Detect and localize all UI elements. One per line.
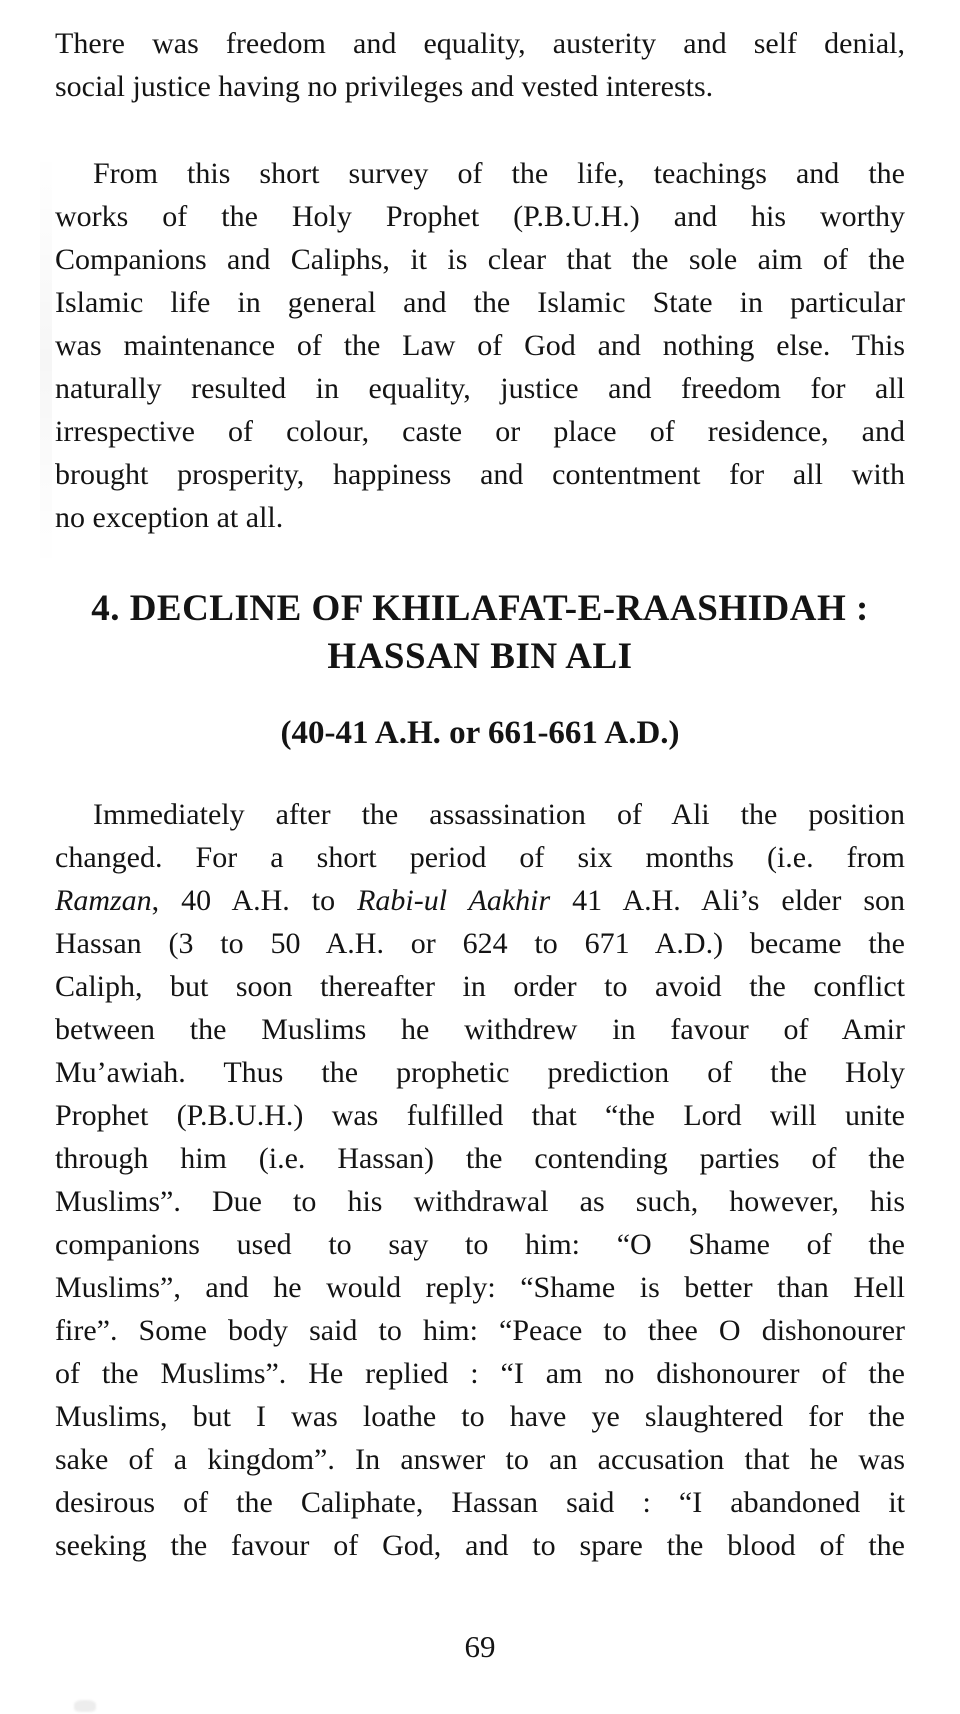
text-line: From this short survey of the life, teachings and the [93, 157, 905, 190]
text-line: Islamic life in general and the Islamic State in particular [55, 286, 905, 319]
page-number: 69 [464, 1629, 496, 1664]
text-line: no exception at all. [55, 501, 284, 534]
text-line: works of the Holy Prophet (P.B.U.H.) and his worthy [55, 200, 905, 233]
text-line: seeking the favour of God, and to spare the blood of the [55, 1529, 905, 1562]
text-line: sake of a kingdom”. In answer to an accusation that he was [55, 1443, 905, 1476]
paragraph-survey [55, 152, 905, 539]
text-line: social justice having no privileges and vested interests. [55, 70, 714, 103]
text-line: desirous of the Caliphate, Hassan said : “I abandoned it [55, 1486, 905, 1519]
text-line: Mu’awiah. Thus the prophetic prediction of the Holy [55, 1056, 905, 1089]
text-line: of the Muslims”. He replied : “I am no dishonourer of the [55, 1357, 905, 1390]
text-line: Caliph, but soon thereafter in order to avoid the conflict [55, 970, 905, 1003]
text-line: Ramzan, 40 A.H. to Rabi-ul Aakhir 41 A.H. Ali’s elder son [55, 884, 906, 917]
text-line: was maintenance of the Law of God and nothing else. This [55, 329, 905, 362]
text-line: Prophet (P.B.U.H.) was fulfilled that “the Lord will unite [55, 1099, 905, 1132]
section-heading [55, 585, 905, 681]
text-line: naturally resulted in equality, justice and freedom for all [55, 372, 905, 405]
section-heading-line1: 4. DECLINE OF KHILAFAT-E-RAASHIDAH : [91, 588, 869, 629]
text-line: between the Muslims he withdrew in favour of Amir [55, 1013, 905, 1046]
text-line: changed. For a short period of six months (i.e. from [55, 841, 905, 874]
text-line: Immediately after the assassination of Ali the position [93, 798, 905, 831]
text-line: Muslims, but I was loathe to have ye slaughtered for the [55, 1400, 905, 1433]
text-line: irrespective of colour, caste or place of residence, and [55, 415, 905, 448]
text-line: fire”. Some body said to him: “Peace to thee O dishonourer [55, 1314, 905, 1347]
text-line: brought prosperity, happiness and contentment for all with [55, 458, 905, 491]
text-line: Hassan (3 to 50 A.H. or 624 to 671 A.D.) became the [55, 927, 905, 960]
text-line: Muslims”, and he would reply: “Shame is better than Hell [55, 1271, 905, 1304]
section-heading-line2: HASSAN BIN ALI [327, 636, 633, 677]
paragraph-hassan [55, 793, 905, 1567]
text-line: Companions and Caliphs, it is clear that the sole aim of the [55, 243, 905, 276]
text-line: Muslims”. Due to his withdrawal as such, however, his [55, 1185, 905, 1218]
text-line: There was freedom and equality, austerity and self denial, [55, 27, 905, 60]
scan-smudge-artifact [74, 1700, 96, 1712]
paragraph-intro-continuation [55, 22, 905, 108]
section-subheading-dates: (40-41 A.H. or 661-661 A.D.) [280, 715, 680, 751]
text-line: through him (i.e. Hassan) the contending parties of the [55, 1142, 905, 1175]
text-line: companions used to say to him: “O Shame of the [55, 1228, 905, 1261]
